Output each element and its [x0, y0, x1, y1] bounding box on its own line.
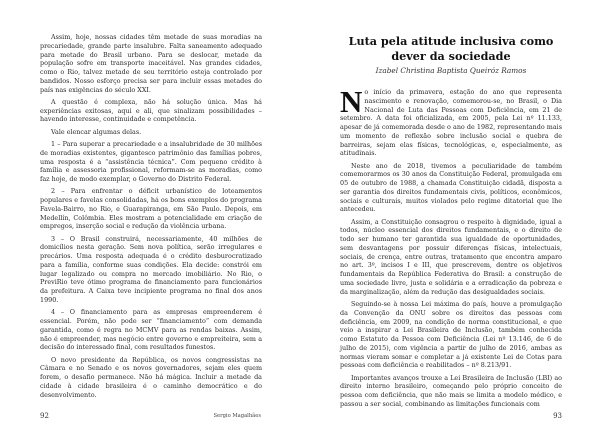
paragraph: A questão é complexa, não há solução única. Mas há experiências exitosas, aqui e ali, que sinalizam possibilidades – havendo interesse, continuidade e competência. [40, 97, 262, 124]
page-number: 92 [40, 412, 49, 420]
left-page-body [40, 33, 262, 403]
paragraph: Seguindo-se à nossa Lei máxima do país, houve a promulgação da Convenção da ONU sobre os direitos das pessoas com deficiência, em 2009, na condição de norma constitucional, e que veio a inspirar a Lei Brasileira de Inclusão, também conhecida como Estatuto da Pessoa com Deficiência (Lei nº 13.146, de 6 de julho de 2015), com vigência a partir de julho de 2016, ambas as normas vieram somar e completar a já existente Lei de Cotas para pessoas com deficiência e reabilitados – nº 8.213/91. [340, 300, 562, 370]
paragraph: 3 – O Brasil construirá, necessariamente, 40 milhões de domicílios nesta geração. Sem nova política, serão irregulares e precários. Uma resposta adequada é o crédito desburocratizado para a família, conforme suas condições. Ela decide: constrói em lugar legalizado ou compra no mercado imobiliário. No Rio, o PreviRio teve ótimo programa de financiamento para funcionários da prefeitura. A Caixa teve incipiente programa no final dos anos 1990. [40, 234, 262, 304]
right-page-body [340, 84, 562, 412]
article-title: Luta pela atitude inclusiva como dever da sociedade [348, 34, 554, 63]
right-page [305, 0, 600, 444]
paragraph: 1 – Para superar a precariedade e a insalubridade de 30 milhões de moradias existentes, gigantesco patrimônio das famílias pobres, uma resposta é a “assistência técnica”. Com pequeno crédito à família e assessoria profissional, reformam-se as moradias, como faz hoje, de modo exemplar, o Governo do Distrito Federal. [40, 140, 262, 184]
paragraph: Neste ano de 2018, tivemos a peculiaridade de também comemorarmos os 30 anos da Constituição Federal, promulgada em 05 de outubro de 1988, a chamada Constituição cidadã, disposta a ser garantia dos direitos fundamentais civis, políticos, econômicos, sociais e culturais, muitos violados pelo regime ditatorial que lhe antecedeu. [340, 161, 562, 214]
opening-text: o início da primavera, estação do ano que representa nascimento e renovação, comemorou-se, no Brasil, o Dia Nacional de Luta das Pessoas com Deficiência, em 21 de setembro. A data foi oficializada, em 2005, pela Lei nº 11.133, apesar de já comemorada desde o ano de 1982, representando mais um momento de reflexão sobre inclusão social e quebra de barreiras, sejam elas físicas, tecnológicas, e, especialmente, as atitudinais. [340, 88, 562, 158]
drop-cap: N [340, 84, 363, 119]
paragraph: Assim, a Constituição consagrou o respeito à dignidade, igual a todos, núcleo essencial dos direitos fundamentais, e o direito de todo ser humano ter garantida sua igualdade de oportunidades, sem desvantagens por possuir diferenças físicas, intelectuais, sociais, de crença, entre outras, tratamento que encontra amparo no art. 3º, incisos I e III, que prescrevem, dentre os objetivos fundamentais da República Federativa do Brasil: a construção de uma sociedade livre, justa e solidária e a erradicação da pobreza e da marginalização, além da redução das desigualdades sociais. [340, 217, 562, 296]
left-page [0, 0, 295, 444]
opening-paragraph [340, 84, 562, 158]
paragraph: 4 – O financiamento para as empresas empreenderem é essencial. Porém, não pode ser “financiamento” com demanda garantida, como é regra no MCMV para as rendas baixas. Assim, não é empreender, mas negócio entre governo e empreiteira, sem a decisão do interessado final, com resultados funestos. [40, 308, 262, 352]
paragraph: 2 – Para enfrentar o déficit urbanístico de loteamentos populares e favelas consolidadas, há os bons exemplos do programa Favela-Bairro, no Rio, e Guarapiranga, em São Paulo. Depois, em Medellín, Colômbia. Eles mostram a potencialidade em criação de empregos, inserção social e redução da violência urbana. [40, 187, 262, 231]
paragraph: Vale elencar algumas delas. [51, 127, 142, 136]
page-number: 93 [553, 412, 562, 420]
running-head-author: Sergio Magalhães [213, 413, 261, 419]
paragraph: Importantes avanços trouxe a Lei Brasileira de Inclusão (LBI) ao direito interno brasileiro, começando pelo próprio conceito de pessoa com deficiência, que não mais se limita a modelo médico, e passou a ser social, combinando as limitações funcionais com [340, 373, 562, 408]
article-author: Izabel Christina Baptista Queiróz Ramos [375, 66, 527, 75]
paragraph: O novo presidente da República, os novos congressistas na Câmara e no Senado e os novos governadores, sejam eles quem forem, o desafio permanece. Não há mágica. Incluir a metade da cidade à cidade brasileira é o caminho democrático e do desenvolvimento. [40, 355, 262, 399]
paragraph: Assim, hoje, nossas cidades têm metade de suas moradias na precariedade, grande parte insalubre. Falta saneamento adequado para metade do Brasil urbano. Para se deslocar, metade da população sofre em transporte inaceitável. Nas grandes cidades, como o Rio, talvez metade de seu território esteja controlado por bandidos. Nosso esforço precisa ser para incluir essas metades do país nas exigências do século XXI. [40, 33, 262, 94]
